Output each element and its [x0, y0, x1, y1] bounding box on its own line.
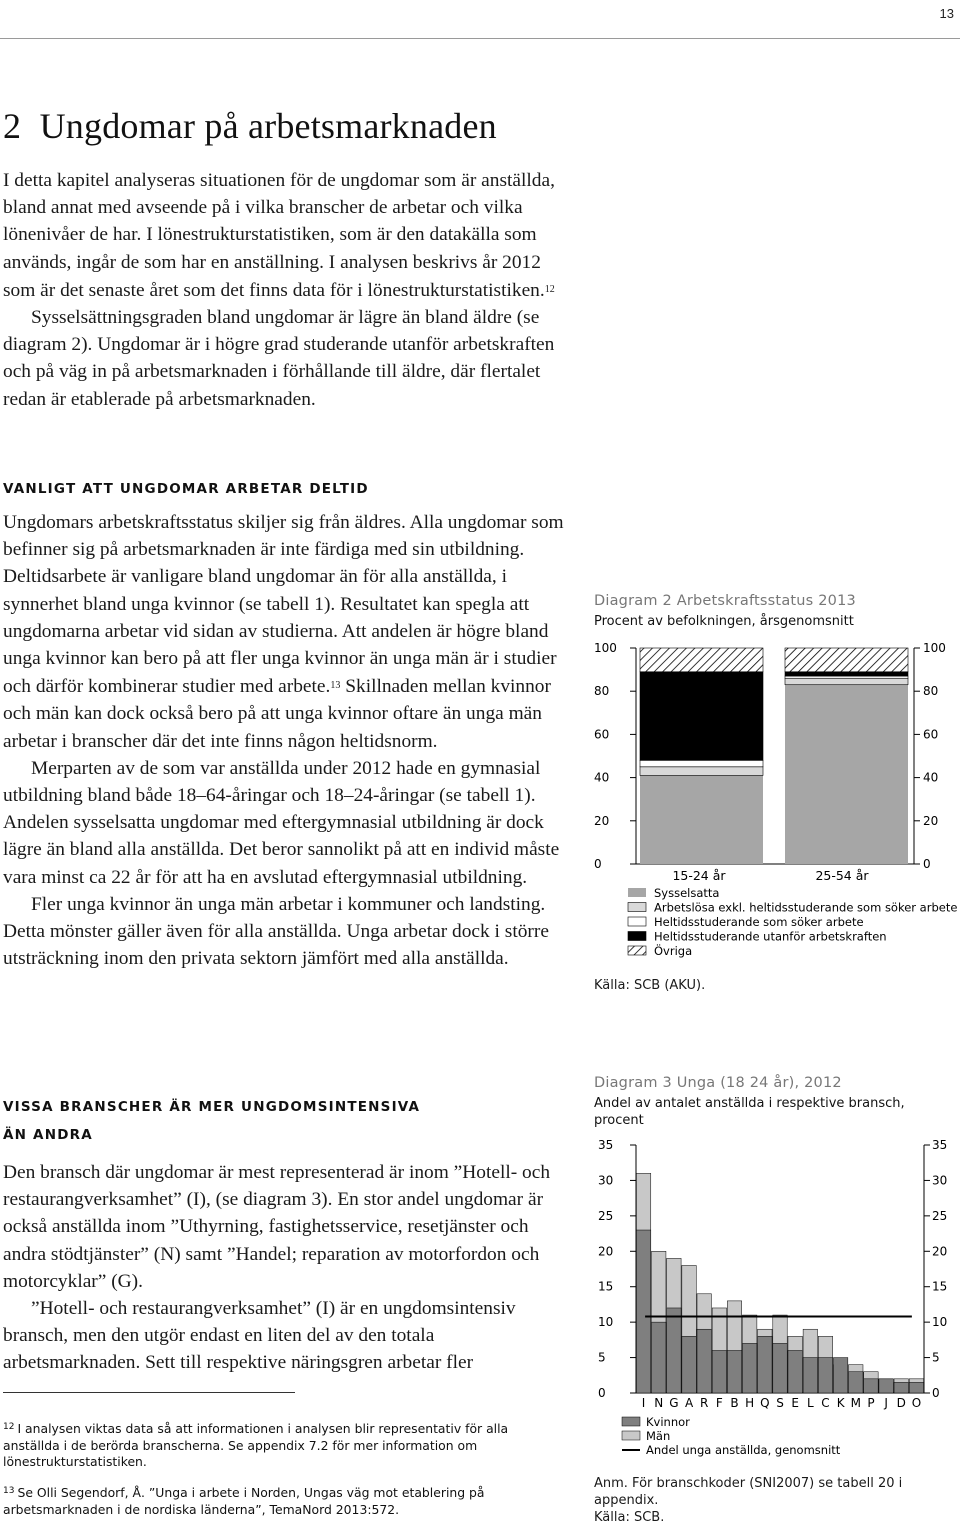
bar-segment-arbetslösa-exkl-heltidsstuderande-som-söker-arbete	[785, 678, 908, 684]
y-tick-label-left: 5	[598, 1350, 606, 1365]
y-tick-label-left: 20	[594, 813, 610, 828]
bar-segment-heltidsstuderande-utanför-arbetskraften	[785, 672, 908, 676]
bar-woman	[879, 1379, 893, 1393]
section-heading-line-1: VISSA BRANSCHER ÄR MER UNGDOMSINTENSIVA	[3, 1099, 421, 1115]
legend-label-heltidsstuderande-utanför-arbetskraften: Heltidsstuderande utanför arbetskraften	[654, 929, 887, 944]
section1-paragraph-2: Merparten av de som var anställda under 2012 hade en gymnasial utbildning bland både 18–64-åringar och 18–24-åringar (se tabell 1). Andelen sysselsatta ungdomar med eftergymnasial utbildning är dock lägre än bland alla anställda. Det beror sannolikt på att en individ måste vara minst ca 22 år för att ha en avslutad eftergymnasial utbildning.	[3, 757, 560, 888]
bar-woman	[636, 1230, 650, 1393]
section-heading-deltid: VANLIGT ATT UNGDOMAR ARBETAR DELTID	[3, 481, 369, 497]
bar-segment-heltidsstuderande-som-söker-arbete	[785, 676, 908, 678]
bar-segment-övriga	[640, 648, 763, 672]
x-tick-label: N	[654, 1396, 664, 1410]
y-tick-label-right: 60	[923, 727, 939, 742]
intro-paragraph-2: Sysselsättningsgraden bland ungdomar är lägre än bland äldre (se diagram 2). Ungdomar är i högre grad studerande utanför arbetskraften och på väg in på arbetsmarknaden i förhållande till äldre, där flertalet redan är etablerade på arbetsmarknaden.	[3, 307, 555, 410]
bar-woman	[909, 1382, 923, 1393]
x-tick-label: Q	[760, 1396, 770, 1410]
y-tick-label-left: 80	[594, 684, 610, 699]
y-tick-label-right: 35	[932, 1138, 948, 1152]
bar-woman	[652, 1322, 666, 1393]
section1-p1b-text: Skillnaden mellan kvinnor och män kan dock också bero på att unga kvinnor oftare än unga män arbetar i branscher där det inte finns någon heltidsnorm.	[3, 676, 551, 752]
x-tick-label: 25-54 år	[815, 868, 869, 883]
bar-segment-övriga	[785, 648, 908, 672]
bar-segment-sysselsatta	[785, 685, 908, 864]
y-tick-label-left: 40	[594, 770, 610, 785]
section2-paragraph-2: ”Hotell- och restaurangverksamhet” (I) är en ungdomsintensiv bransch, men den utgör endast en liten del av den totala arbetsmarknaden. Sett till respektive näringsgren arbetar fler	[3, 1298, 516, 1374]
diagram3-title	[594, 1075, 954, 1091]
y-tick-label-left: 60	[594, 727, 610, 742]
x-tick-label: K	[836, 1396, 845, 1410]
x-tick-label: B	[730, 1396, 739, 1410]
y-tick-label-right: 0	[923, 857, 931, 871]
x-tick-label: P	[867, 1396, 875, 1410]
intro-text	[3, 167, 568, 413]
diagram3-header	[594, 1075, 954, 1129]
bar-woman	[788, 1350, 802, 1393]
diagram2-chart	[592, 640, 958, 970]
diagram3-source: Källa: SCB.	[594, 1510, 665, 1525]
footnote-ref-12[interactable]: 12	[544, 283, 555, 295]
bar-woman	[727, 1350, 741, 1393]
diagram2-source: Källa: SCB (AKU).	[594, 978, 706, 993]
y-tick-label-left: 0	[598, 1386, 606, 1400]
legend-swatch-man	[622, 1431, 640, 1440]
legend-swatch-arbetslösa-exkl-heltidsstuderande-som-söker-arbete	[628, 903, 646, 912]
section2-text	[3, 1159, 568, 1377]
intro-paragraph-1	[3, 167, 568, 304]
diagram3-subtitle: Andel av antalet anställda i respektive bransch, procent	[594, 1096, 905, 1128]
y-tick-label-right: 10	[932, 1315, 948, 1330]
y-tick-label-right: 25	[932, 1208, 948, 1223]
bar-woman	[849, 1372, 863, 1393]
bar-woman	[667, 1308, 681, 1393]
bar-woman	[682, 1336, 696, 1393]
y-tick-label-left: 15	[598, 1279, 614, 1294]
footnote-rule	[3, 1392, 295, 1393]
footnote-12-text: I analysen viktas data så att informationen i analysen blir representativ för alla anställda i de berörda branscherna. Se appendix 7.2 för mer information om lönestrukturstatistiken.	[3, 1421, 509, 1469]
page-number: 13	[939, 6, 954, 21]
y-tick-label-left: 25	[598, 1208, 614, 1223]
x-tick-label: L	[806, 1396, 814, 1410]
legend-label-kvinnor: Kvinnor	[646, 1415, 690, 1429]
bar-segment-heltidsstuderande-utanför-arbetskraften	[640, 672, 763, 761]
section1-paragraph-1	[3, 509, 568, 755]
intro-p1-text: I detta kapitel analyseras situationen för de ungdomar som är anställda, bland annat med avseende på i vilka branscher de arbetar och vilka lönenivåer de har. I lönestrukturstatistiken, som är den datakälla som används, ingår de som har en anställning. I analysen beskrivs år 2012 som är det senaste året som det finns data för i lönestrukturstatistiken.	[3, 170, 555, 301]
diagram3-chart	[592, 1137, 958, 1463]
bar-segment-arbetslösa-exkl-heltidsstuderande-som-söker-arbete	[640, 767, 763, 776]
bar-woman	[712, 1350, 726, 1393]
diagram2-title-text: Arbetskraftsstatus 2013	[676, 593, 856, 609]
x-tick-label: M	[850, 1396, 861, 1410]
diagram3-notes	[594, 1475, 954, 1526]
section1-p1a-text: Ungdomars arbetskraftsstatus skiljer sig från äldres. Alla ungdomar som befinner sig på arbetsmarknaden är inte färdiga med sin utbildning. Deltidsarbete är vanligare bland ungdomar än för alla anställda, i synnerhet bland unga kvinnor (se tabell 1). Resultatet kan spegla att ungdomarna arbetar vid sidan av studierna. Att andelen är högre bland unga kvinnor kan bero på att fler unga kvinnor än unga män är i studier och därför kombinerar studier med arbete.	[3, 512, 564, 698]
x-tick-label: C	[821, 1396, 830, 1410]
footnote-12	[3, 1419, 563, 1471]
section1-text	[3, 509, 568, 972]
x-tick-label: G	[669, 1396, 679, 1410]
bar-segment-sysselsatta	[640, 775, 763, 864]
y-tick-label-left: 100	[594, 641, 617, 655]
section1-paragraph-3: Fler unga kvinnor än unga män arbetar i kommuner och landsting. Detta mönster gäller även för alla anställda. Unga arbetar dock i större utsträckning inom den privata sektorn jämfört med alla anställda.	[3, 893, 549, 970]
diagram2-label: Diagram 2	[594, 593, 672, 609]
y-tick-label-right: 5	[932, 1350, 940, 1365]
x-tick-label: J	[884, 1396, 888, 1410]
y-tick-label-left: 10	[598, 1315, 614, 1330]
y-tick-label-right: 15	[932, 1279, 948, 1294]
footnote-13-number: 13	[3, 1486, 15, 1496]
y-tick-label-right: 100	[923, 641, 946, 655]
y-tick-label-left: 20	[598, 1244, 614, 1259]
bar-woman	[864, 1379, 878, 1393]
bar-woman	[742, 1343, 756, 1393]
chapter-title-text: Ungdomar på arbetsmarknaden	[39, 106, 497, 146]
legend-label-man: Män	[646, 1429, 671, 1443]
y-tick-label-right: 20	[932, 1244, 948, 1259]
bar-woman	[697, 1329, 711, 1393]
section2-paragraph-1: Den bransch där ungdomar är mest representerad är inom ”Hotell- och restaurangverksamhet” (I), (se diagram 3). En stor andel ungdomar är också anställda inom ”Uthyrning, fastighetsservice, resetjänster och andra stödtjänster” (N) samt ”Handel; reparation av motorfordon och motorcyklar” (G).	[3, 1162, 551, 1292]
diagram3-note: Anm. För branschkoder (SNI2007) se tabell 20 i appendix.	[594, 1476, 903, 1508]
x-tick-label: A	[684, 1396, 694, 1410]
x-tick-label: R	[700, 1396, 709, 1410]
y-tick-label-right: 80	[923, 684, 939, 699]
y-tick-label-right: 20	[923, 813, 939, 828]
legend-label-övriga: Övriga	[654, 944, 693, 958]
section-heading-branscher	[3, 1093, 420, 1149]
y-tick-label-right: 30	[932, 1173, 948, 1188]
legend-swatch-heltidsstuderande-som-söker-arbete	[628, 917, 646, 926]
legend-swatch-sysselsatta	[628, 888, 646, 897]
bar-woman	[773, 1343, 787, 1393]
bar-woman	[894, 1382, 908, 1393]
x-tick-label: I	[641, 1396, 646, 1410]
x-tick-label: 15-24 år	[672, 868, 726, 883]
y-tick-label-right: 0	[932, 1386, 940, 1400]
legend-swatch-kvinnor	[622, 1417, 640, 1426]
legend-swatch-heltidsstuderande-utanför-arbetskraften	[628, 932, 646, 941]
bar-segment-heltidsstuderande-som-söker-arbete	[640, 760, 763, 766]
bar-woman	[758, 1336, 772, 1393]
diagram3-title-text: Unga (18 24 år), 2012	[676, 1075, 842, 1091]
legend-label-heltidsstuderande-som-söker-arbete: Heltidsstuderande som söker arbete	[654, 915, 864, 929]
footnote-13-text: Se Olli Segendorf, Å. ”Unga i arbete i Norden, Ungas väg mot etablering på arbetsmarknaden i de nordiska länderna”, TemaNord 2013:572.	[3, 1485, 485, 1517]
chapter-title	[3, 105, 497, 147]
y-tick-label-left: 0	[594, 857, 602, 871]
x-tick-label: O	[911, 1396, 922, 1410]
legend-label-sysselsatta: Sysselsatta	[654, 886, 720, 900]
x-tick-label: E	[791, 1396, 799, 1410]
footnote-ref-13[interactable]: 13	[330, 680, 341, 692]
x-tick-label: F	[715, 1396, 723, 1410]
legend-label-average: Andel unga anställda, genomsnitt	[646, 1443, 841, 1457]
diagram2-title	[594, 593, 954, 609]
bar-woman	[833, 1358, 847, 1393]
footnote-12-number: 12	[3, 1422, 15, 1432]
diagram2-header	[594, 593, 954, 630]
footnote-13	[3, 1483, 563, 1518]
x-tick-label: H	[745, 1396, 755, 1410]
legend-swatch-övriga	[628, 946, 646, 955]
y-tick-label-right: 40	[923, 770, 939, 785]
section-heading-line-2: ÄN ANDRA	[3, 1127, 93, 1143]
diagram3-label: Diagram 3	[594, 1075, 672, 1091]
y-tick-label-left: 35	[598, 1138, 614, 1152]
chapter-number: 2	[3, 106, 22, 146]
legend-label-arbetslösa-exkl-heltidsstuderande-som-söker-arbete: Arbetslösa exkl. heltidsstuderande som söker arbete	[654, 900, 958, 915]
y-tick-label-left: 30	[598, 1173, 614, 1188]
x-tick-label: D	[896, 1396, 906, 1410]
bar-woman	[818, 1358, 832, 1393]
header-rule	[0, 38, 960, 39]
diagram2-subtitle: Procent av befolkningen, årsgenomsnitt	[594, 614, 854, 629]
bar-woman	[803, 1358, 817, 1393]
x-tick-label: S	[776, 1396, 784, 1410]
